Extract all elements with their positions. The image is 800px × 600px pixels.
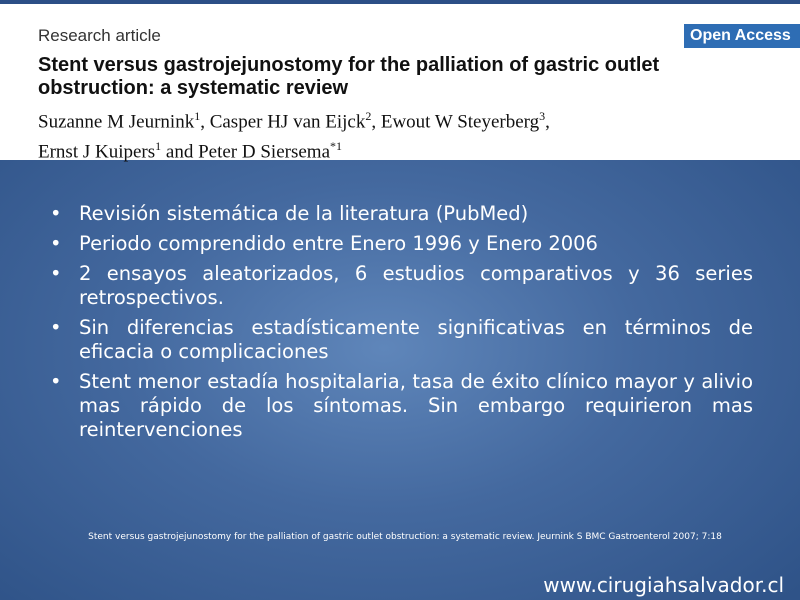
author-affiliation: 2 (365, 109, 372, 123)
author-separator: , (200, 111, 210, 133)
website-url: www.cirugiahsalvador.cl (543, 573, 784, 597)
bullet-item (50, 370, 753, 442)
paper-authors (38, 104, 778, 165)
bullet-dot-icon: • (50, 232, 62, 255)
author-affiliation: 1 (194, 109, 201, 123)
author-affiliation: *1 (330, 139, 342, 154)
bullet-text: Sin diferencias estadísticamente significativas en términos de eficacia o complicaciones (79, 316, 753, 363)
bullet-text: Revisión sistemática de la literatura (PubMed) (79, 202, 529, 225)
bullet-item (50, 262, 753, 310)
bullet-text: 2 ensayos aleatorizados, 6 estudios comparativos y 36 series retrospectivos. (79, 262, 753, 309)
author-separator: , (545, 111, 550, 133)
author-name: Peter D Siersema (198, 141, 330, 163)
author-separator: , (371, 111, 381, 133)
author-name: Suzanne M Jeurnink (38, 111, 195, 133)
citation-text: Stent versus gastrojejunostomy for the palliation of gastric outlet obstruction: a systematic review. Jeurnink S BMC Gastroenterol 2007; 7:18 (88, 532, 722, 542)
bullet-item (50, 232, 753, 256)
bullet-list (50, 202, 753, 448)
paper-title: Stent versus gastrojejunostomy for the palliation of gastric outlet obstruction: a systematic review (38, 54, 660, 99)
bullet-dot-icon: • (50, 262, 62, 285)
paper-header (0, 0, 800, 163)
author-affiliation: 1 (155, 139, 162, 154)
bullet-item (50, 316, 753, 364)
author-name: Ewout W Steyerberg (380, 111, 540, 133)
bullet-dot-icon: • (50, 370, 62, 393)
bullet-dot-icon: • (50, 202, 62, 225)
article-type-label: Research article (38, 26, 161, 45)
open-access-badge: Open Access (684, 24, 800, 48)
bullet-text: Stent menor estadía hospitalaria, tasa de éxito clínico mayor y alivio mas rápido de los síntomas. Sin embargo requirieron mas reintervenciones (79, 370, 753, 441)
bullet-item (50, 202, 753, 226)
bullet-dot-icon: • (50, 316, 62, 339)
author-name: Casper HJ van Eijck (209, 111, 366, 133)
author-name: Ernst J Kuipers (38, 141, 156, 163)
author-separator: and (161, 141, 199, 163)
bullet-text: Periodo comprendido entre Enero 1996 y Enero 2006 (79, 232, 598, 255)
author-affiliation: 3 (539, 109, 546, 123)
